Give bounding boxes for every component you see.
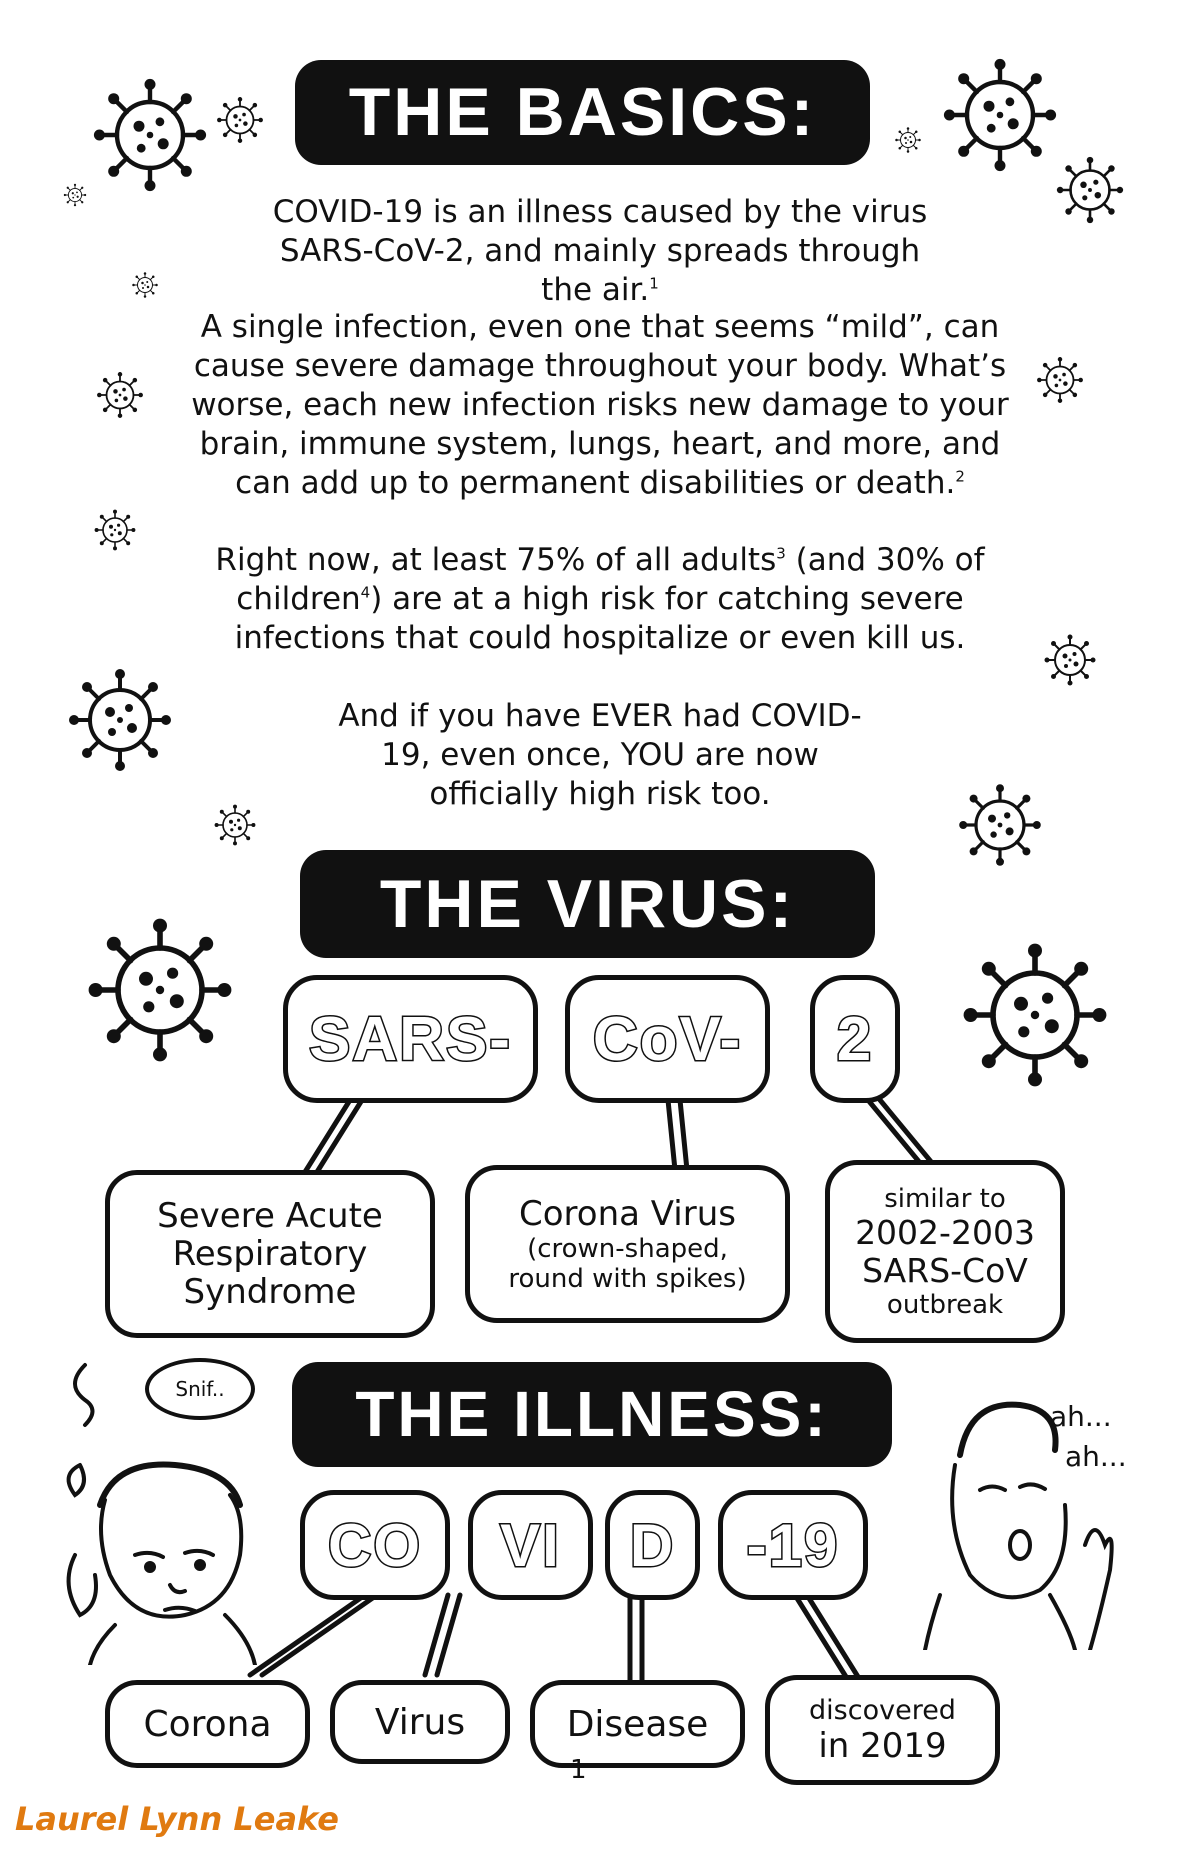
virus-part-2: 2 [810,975,900,1103]
virus-icon [944,59,1056,171]
virus-icon [132,272,158,298]
artist-signature: Laurel Lynn Leake [15,1800,339,1838]
definition-corona: Corona [105,1680,310,1768]
virus-icon [215,805,256,846]
definition-sars: Severe Acute Respiratory Syndrome [105,1170,435,1338]
basics-paragraph-2: A single infection, even one that seems “mild”, can cause severe damage throughout your body. What’s worse, each new infection risks new damage to your brain, immune system, lungs, heart, and more, and can add up to permanent disabilities or death.$^2$ [191,309,1009,501]
footnote-marker: 4 [360,583,371,602]
basics-paragraph-4: And if you have EVER had COVID-19, even once, YOU are now officially high risk too. [338,698,862,812]
illness-part-vi: VI [468,1490,593,1600]
definition-discovered: discovered in 2019 [765,1675,1000,1785]
definition-two: similar to 2002-2003 SARS-CoV outbreak [825,1160,1065,1343]
basics-paragraph-3: Right now, at least 75% of all adults$^3$ (and 30% of children$^4$) are at a high risk for catching severe infections that could hospitalize or even kill us. [215,542,985,656]
virus-icon [95,510,136,551]
definition-virus: Virus [330,1680,510,1764]
definition-cov: Corona Virus (crown-shaped, round with spikes) [465,1165,790,1323]
definition-disease: Disease [530,1680,745,1768]
illness-header-text: THE ILLNESS: [355,1378,829,1450]
virus-icon [97,372,143,418]
illness-part-d: D [605,1490,700,1600]
sniff-bubble: Snif.. [145,1358,255,1420]
footnote-marker: 3 [776,544,786,563]
page-number: 1 [570,1755,587,1785]
virus-icon [959,784,1041,866]
illness-header [292,1362,892,1467]
ah-sound-2: ah... [1065,1440,1127,1473]
virus-icon [94,79,206,191]
basics-paragraph-1: COVID-19 is an illness caused by the virus SARS-CoV-2, and mainly spreads through the air.$^1$ [272,194,928,308]
virus-icon [217,97,263,143]
virus-icon [89,919,232,1062]
virus-part-sars: SARS- [283,975,538,1103]
virus-icon [1057,157,1123,223]
virus-header-text: THE VIRUS: [379,866,796,942]
footnote-marker: 2 [955,467,965,486]
virus-icon [1045,635,1096,686]
footnote-marker: 1 [649,274,659,293]
ah-sound-1: ah... [1050,1400,1112,1433]
virus-icon [964,944,1107,1087]
illness-part-co: CO [300,1490,450,1600]
virus-part-cov: CoV- [565,975,770,1103]
virus-icon [69,669,171,771]
virus-icon [895,127,921,153]
basics-header-text: THE BASICS: [348,74,817,150]
illness-part-19: -19 [718,1490,868,1600]
virus-icon [64,184,86,206]
virus-header [300,850,875,958]
sick-character-right [920,1395,1120,1650]
virus-icon [1037,357,1083,403]
basics-header [295,60,870,165]
